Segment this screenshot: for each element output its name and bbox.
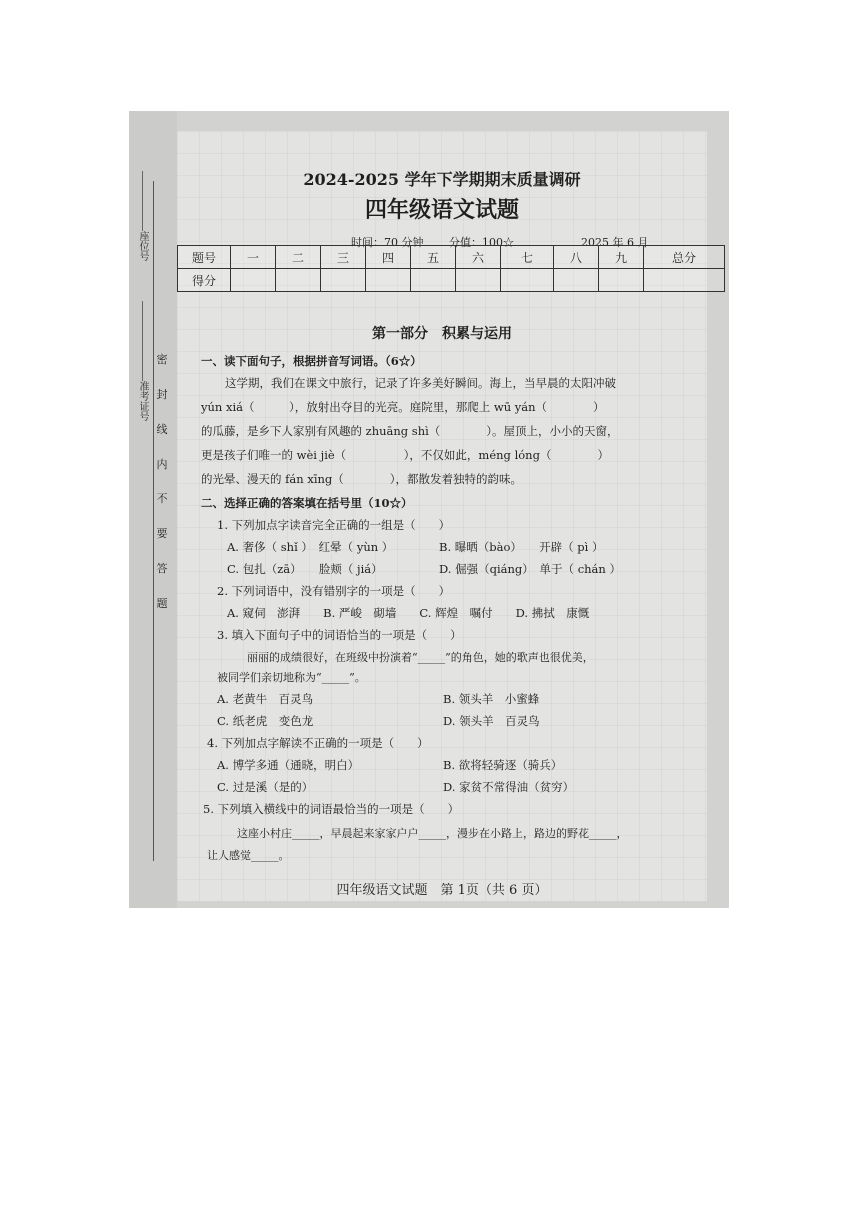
- passage-line: 的光晕、漫天的 fán xīng（ ），都散发着独特的韵味。: [201, 472, 523, 486]
- page-footer: 四年级语文试题 第 1页（共 6 页）: [336, 883, 548, 898]
- exam-number-label: 准考证号: [137, 381, 148, 421]
- seal-char: 线: [156, 422, 168, 436]
- score-blank: [644, 269, 725, 292]
- option-c: C. 包扎（zā） 脸颊（ jiá）: [227, 562, 383, 576]
- table-cell: 三: [321, 246, 366, 269]
- exam-date: 2025 年 6 月: [581, 236, 649, 249]
- passage-line: yún xiá（ ），放射出夺目的光亮。庭院里，那爬上 wū yán（ ）: [201, 400, 605, 414]
- exam-paper: [177, 131, 707, 901]
- score-blank: [411, 269, 456, 292]
- exam-total-score: 分值：100☆: [449, 236, 514, 249]
- table-cell: 七: [501, 246, 554, 269]
- table-cell: 二: [276, 246, 321, 269]
- passage-line: 这学期，我们在课文中旅行，记录了许多美好瞬间。海上，当早晨的太阳冲破: [225, 376, 616, 390]
- score-blank: [276, 269, 321, 292]
- passage-line: 的瓜藤，是乡下人家别有风趣的 zhuāng shì（ ）。屋顶上，小小的天窗，: [201, 424, 619, 438]
- seal-warning: [155, 351, 169, 611]
- question-text: 这座小村庄_____，早晨起来家家户户_____，漫步在小路上，路边的野花_____，: [237, 827, 628, 840]
- seal-char: 题: [156, 596, 168, 610]
- table-cell: 九: [599, 246, 644, 269]
- question-stem: 3. 填入下面句子中的词语恰当的一项是（ ）: [217, 628, 462, 642]
- table-cell: 总分: [644, 246, 725, 269]
- question-options: A. 窥伺 澎湃 B. 严峻 砌墙 C. 辉煌 嘱付 D. 拂拭 康慨: [227, 606, 590, 620]
- option-b: B. 欲将轻骑逐（骑兵）: [443, 758, 563, 772]
- passage-line: 更是孩子们唯一的 wèi jiè（ ），不仅如此，méng lóng（ ）: [201, 448, 609, 462]
- seal-char: 要: [156, 527, 168, 541]
- table-cell: 题号: [178, 246, 231, 269]
- score-blank: [366, 269, 411, 292]
- exam-title-term: 2024-2025 学年下学期期末质量调研: [303, 170, 581, 189]
- exam-photo: [129, 111, 729, 908]
- table-cell: 八: [554, 246, 599, 269]
- option-d: D. 领头羊 百灵鸟: [443, 714, 540, 728]
- part-one-title: 第一部分 积累与运用: [372, 326, 512, 342]
- table-cell: 得分: [178, 269, 231, 292]
- question-text: 被同学们亲切地称为“_____”。: [217, 671, 366, 684]
- option-a: A. 博学多通（通晓，明白）: [217, 758, 360, 772]
- seat-number-blank: [142, 171, 143, 231]
- option-d: D. 家贫不常得油（贫穷）: [443, 780, 575, 794]
- seal-char: 答: [156, 562, 168, 576]
- table-cell: 五: [411, 246, 456, 269]
- option-a: A. 奢侈（ shǐ ） 红晕（ yùn ）: [227, 540, 394, 554]
- score-table: [177, 245, 725, 292]
- seal-char: 密: [156, 353, 168, 366]
- section-one-heading: 一、读下面句子，根据拼音写词语。（6☆）: [201, 354, 422, 368]
- score-blank: [501, 269, 554, 292]
- option-b: B. 曝晒（bào） 开辟（ pì ）: [439, 540, 604, 554]
- score-blank: [599, 269, 644, 292]
- seal-char: 封: [156, 387, 168, 401]
- option-b: B. 领头羊 小蜜蜂: [443, 692, 540, 706]
- score-blank: [321, 269, 366, 292]
- seal-char: 不: [156, 492, 168, 506]
- question-text: 丽丽的成绩很好，在班级中扮演着“_____”的角色，她的歌声也很优美，: [247, 651, 594, 664]
- question-stem: 2. 下列词语中，没有错别字的一项是（ ）: [217, 584, 451, 598]
- exam-number-blank: [142, 301, 143, 381]
- seat-number-label: 座位号: [137, 231, 148, 261]
- score-table-score-row: [178, 269, 725, 292]
- score-blank: [456, 269, 501, 292]
- option-a: A. 老黄牛 百灵鸟: [217, 692, 314, 706]
- question-stem: 5. 下列填入横线中的词语最恰当的一项是（ ）: [203, 802, 460, 816]
- score-table-header-row: [178, 246, 725, 269]
- score-blank: [554, 269, 599, 292]
- seal-char: 内: [156, 457, 168, 471]
- section-two-heading: 二、选择正确的答案填在括号里（10☆）: [201, 496, 413, 510]
- table-cell: 四: [366, 246, 411, 269]
- binding-line: [153, 181, 154, 861]
- score-blank: [231, 269, 276, 292]
- question-stem: 4. 下列加点字解读不正确的一项是（ ）: [207, 736, 429, 750]
- table-cell: 六: [456, 246, 501, 269]
- table-cell: 一: [231, 246, 276, 269]
- option-c: C. 过是溪（是的）: [217, 780, 314, 794]
- exam-time: 时间：70 分钟: [351, 236, 424, 249]
- binding-margin: [129, 111, 177, 908]
- question-text: 让人感觉_____。: [207, 849, 290, 862]
- question-stem: 1. 下列加点字读音完全正确的一组是（ ）: [217, 518, 451, 532]
- option-d: D. 倔强（qiáng） 单于（ chán ）: [439, 562, 621, 576]
- option-c: C. 纸老虎 变色龙: [217, 714, 314, 728]
- exam-title-subject: 四年级语文试题: [364, 197, 519, 223]
